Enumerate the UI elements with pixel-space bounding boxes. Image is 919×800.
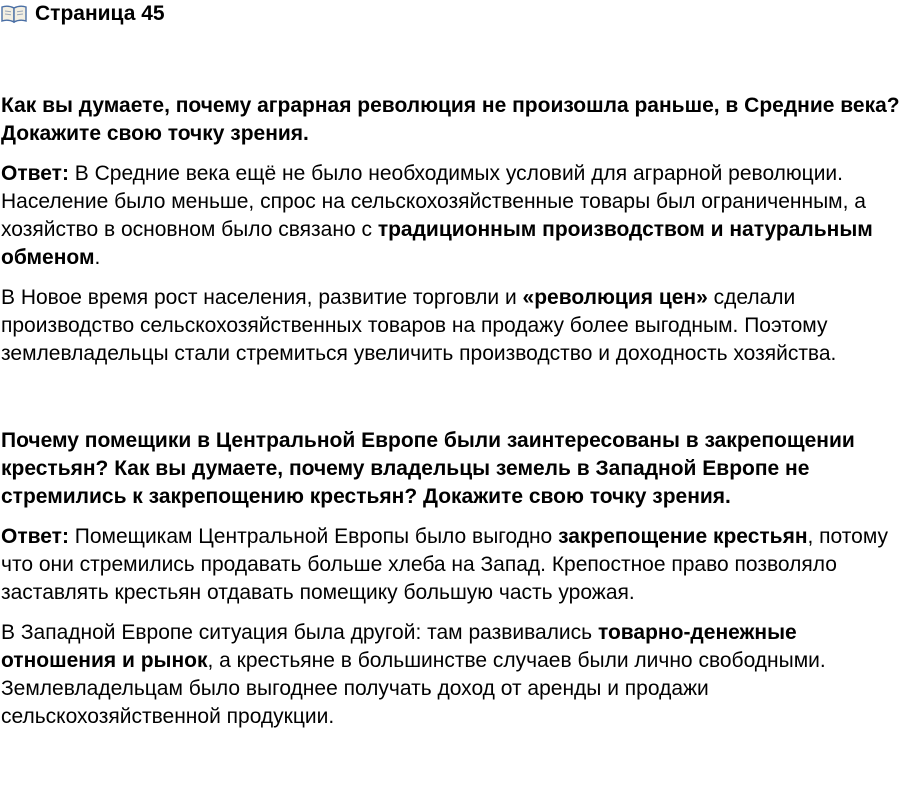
answer-text: Помещикам Центральной Европы было выгодно bbox=[68, 525, 559, 548]
answer-text: В Западной Европе ситуация была другой: там развивались bbox=[1, 621, 598, 644]
answer-text: . bbox=[94, 246, 101, 269]
answer-label: Ответ: bbox=[1, 162, 69, 185]
answer-2-paragraph-1 bbox=[1, 523, 917, 607]
answer-text: В Средние века ещё не было необходимых условий для аграрной революции. Население было меньше, спрос на сельскохозяйственные товары был ограниченным, а хозяйство в основном было связано с bbox=[1, 162, 866, 241]
answer-1-paragraph-1 bbox=[1, 160, 917, 272]
answer-text: , потому что они стремились продавать больше хлеба на Запад. Крепостное право позволяло заставлять крестьян отдавать помещику большую часть урожая. bbox=[1, 525, 889, 604]
page-header bbox=[1, 0, 917, 28]
answer-emphasis: товарно-денежные отношения и рынок bbox=[1, 621, 797, 672]
answer-text: , а крестьяне в большинстве случаев были лично свободными. Землевладельцам было выгоднее получать доход от аренды и продажи сельскохозяйственной продукции. bbox=[1, 649, 826, 728]
answer-label: Ответ: bbox=[1, 525, 69, 548]
answer-2-paragraph-2 bbox=[1, 619, 917, 731]
page-title: Страница 45 bbox=[35, 2, 165, 25]
answer-emphasis: традиционным производством и натуральным обменом bbox=[1, 218, 873, 269]
question-2: Почему помещики в Центральной Европе были заинтересованы в закрепощении крестьян? Как вы думаете, почему владельцы земель в Западной Европе не стремились к закрепощению крестьян? Докажите свою точку зрения. bbox=[1, 429, 855, 508]
answer-emphasis: «революция цен» bbox=[522, 286, 708, 309]
question-1: Как вы думаете, почему аграрная революция не произошла раньше, в Средние века? Докажите свою точку зрения. bbox=[1, 94, 900, 145]
answer-1-paragraph-2 bbox=[1, 284, 917, 368]
answer-text: сделали производство сельскохозяйственных товаров на продажу более выгодным. Поэтому землевладельцы стали стремиться увеличить производство и доходность хозяйства. bbox=[1, 286, 837, 365]
answer-emphasis: закрепощение крестьян bbox=[558, 525, 808, 548]
open-book-icon bbox=[1, 4, 27, 24]
answer-text: В Новое время рост населения, развитие торговли и bbox=[1, 286, 523, 309]
